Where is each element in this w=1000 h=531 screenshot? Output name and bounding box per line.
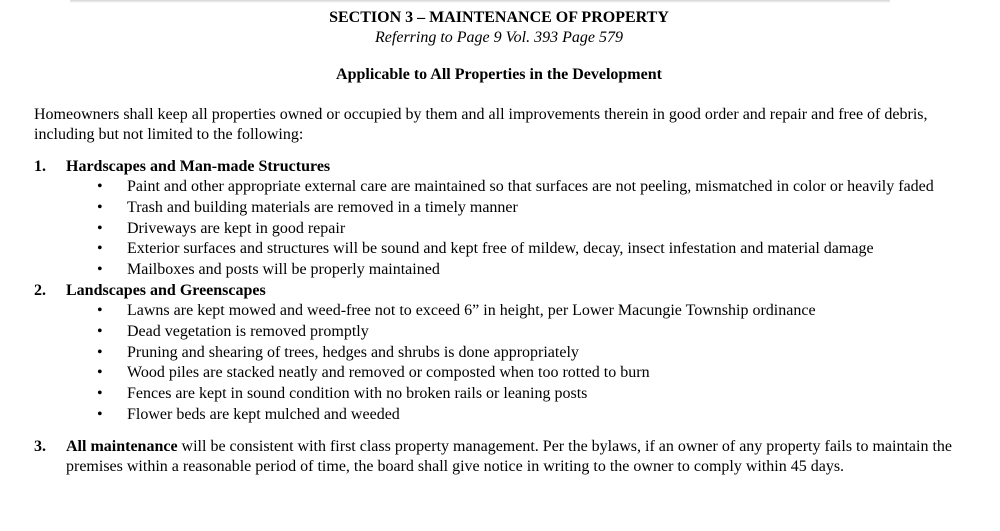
bullet-glyph: • xyxy=(97,405,103,423)
intro-paragraph: Homeowners shall keep all properties owned or occupied by them and all improvements therein in good order and repair and free of debris, including but not limited to the following: xyxy=(34,106,928,143)
bullet-glyph: • xyxy=(97,261,103,279)
bullet-glyph: • xyxy=(97,322,103,340)
section-number: 1. xyxy=(34,158,46,175)
page-top-edge xyxy=(70,0,890,3)
applicability-heading: Applicable to All Properties in the Development xyxy=(336,66,662,83)
bullet-glyph: • xyxy=(97,178,103,195)
section-landscapes xyxy=(34,281,964,426)
bullet-list xyxy=(66,301,964,426)
list-item: • Flower beds are kept mulched and weeded xyxy=(127,405,964,426)
list-item: • Mailboxes and posts will be properly maintained xyxy=(127,260,964,281)
list-item: • Driveways are kept in good repair xyxy=(127,219,964,240)
section-all-maintenance xyxy=(34,437,964,477)
section-title: SECTION 3 – MAINTENANCE OF PROPERTY xyxy=(329,9,669,26)
bullet-glyph: • xyxy=(97,301,103,319)
paragraph-text: will be consistent with first class property management. Per the bylaws, if an owner of any property fails to maintain the premises within a reasonable period of time, the board shall give notice in writing to the owner to comply within 45 days. xyxy=(66,437,953,475)
section-number: 3. xyxy=(34,437,46,455)
bullet-glyph: • xyxy=(97,385,103,403)
bullet-glyph: • xyxy=(97,219,103,237)
section-paragraph xyxy=(66,437,964,477)
section-hardscapes xyxy=(34,157,964,281)
bullet-glyph: • xyxy=(97,198,103,216)
list-item: • Paint and other appropriate external care are maintained so that surfaces are not peeling, mismatched in color or heavily faded xyxy=(127,177,964,198)
list-item: • Exterior surfaces and structures will be sound and kept free of mildew, decay, insect infestation and material damage xyxy=(127,239,964,260)
section-number: 2. xyxy=(34,281,46,299)
section-heading: Landscapes and Greenscapes xyxy=(66,281,266,299)
list-item: • Fences are kept in sound condition with no broken rails or leaning posts xyxy=(127,384,964,405)
bullet-glyph: • xyxy=(97,343,103,361)
section-heading: Hardscapes and Man-made Structures xyxy=(66,158,331,175)
list-item: • Trash and building materials are removed in a timely manner xyxy=(127,198,964,219)
bullet-glyph: • xyxy=(97,364,103,382)
bold-lead: All maintenance xyxy=(66,437,178,455)
list-item: • Dead vegetation is removed promptly xyxy=(127,322,964,343)
document-page xyxy=(34,8,964,477)
bullet-list xyxy=(66,177,964,281)
list-item: • Pruning and shearing of trees, hedges and shrubs is done appropriately xyxy=(127,343,964,364)
list-item: • Wood piles are stacked neatly and removed or composted when too rotted to burn xyxy=(127,363,964,384)
list-item: • Lawns are kept mowed and weed-free not to exceed 6” in height, per Lower Macungie Township ordinance xyxy=(127,301,964,322)
bullet-glyph: • xyxy=(97,240,103,258)
reference-subtitle: Referring to Page 9 Vol. 393 Page 579 xyxy=(375,29,623,46)
